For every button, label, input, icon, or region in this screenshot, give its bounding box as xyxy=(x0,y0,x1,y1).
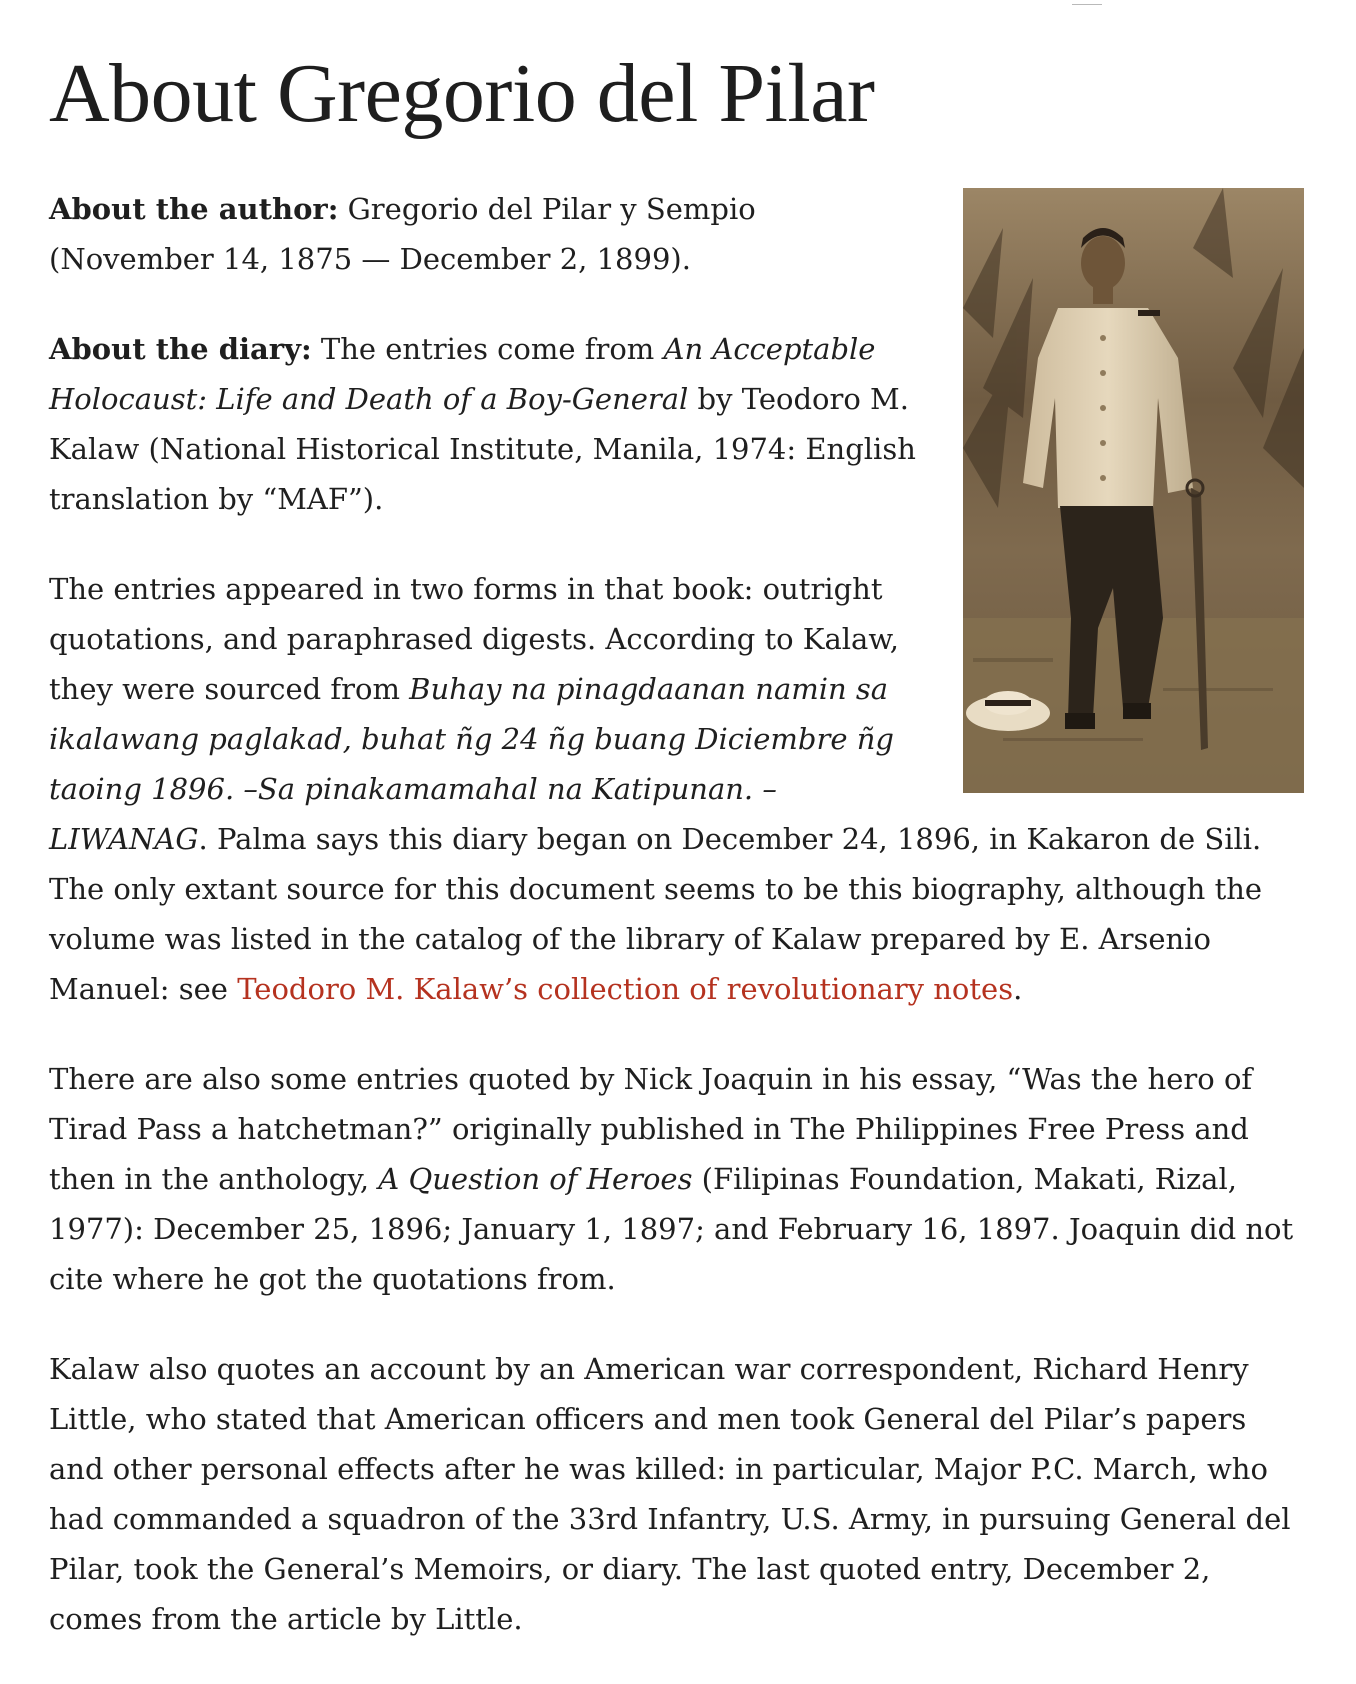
about-diary-text-2: by Teodoro M. Kalaw (National Historical Institute, Manila, 1974: English translation by “MAF”). xyxy=(49,382,916,517)
portrait-photo-icon xyxy=(963,188,1304,793)
portrait-photo xyxy=(963,188,1304,793)
joaquin-book-title: A Question of Heroes xyxy=(378,1162,693,1197)
article-body xyxy=(49,184,1304,1644)
top-edge-mark xyxy=(1072,0,1102,5)
page-title: About Gregorio del Pilar xyxy=(49,47,875,140)
about-diary-text-1: The entries come from xyxy=(311,332,664,367)
about-diary-label: About the diary: xyxy=(49,332,312,367)
about-author-label: About the author: xyxy=(49,192,339,227)
entries-forms-text-3: . xyxy=(1013,972,1023,1007)
about-diary-book-title: An Acceptable Holocaust: Life and Death of a Boy-General xyxy=(49,332,876,417)
article xyxy=(49,48,1309,1684)
joaquin-text-2: (Filipinas Foundation, Makati, Rizal, 1977): December 25, 1896; January 1, 1897; and February 16, 1897. Joaquin did not cite where he got the quotations from. xyxy=(49,1162,1294,1297)
kalaw-collection-link[interactable]: Teodoro M. Kalaw’s collection of revolutionary notes xyxy=(237,972,1014,1007)
joaquin-text-1: There are also some entries quoted by Nick Joaquin in his essay, “Was the hero of Tirad Pass a hatchetman?” originally published in The Philippines Free Press and then in the anthology, xyxy=(49,1062,1253,1197)
entries-source-title: Buhay na pinagdaanan namin sa ikalawang paglakad, buhat ñg 24 ñg buang Diciembre ñg taoing 1896. –Sa pinakamamahal na Katipunan. –LIWANAG xyxy=(49,672,894,857)
little-paragraph: Kalaw also quotes an account by an American war correspondent, Richard Henry Little, who stated that American officers and men took General del Pilar’s papers and other personal effects after he was killed: in particular, Major P.C. March, who had commanded a squadron of the 33rd Infantry, U.S. Army, in pursuing General del Pilar, took the General’s Memoirs, or diary. The last quoted entry, December 2, comes from the article by Little. xyxy=(49,1352,1291,1637)
entries-forms-text-1: The entries appeared in two forms in that book: outright quotations, and paraphrased digests. According to Kalaw, they were sourced from xyxy=(49,572,899,707)
about-author-text: Gregorio del Pilar y Sempio (November 14, 1875 — December 2, 1899). xyxy=(49,192,756,277)
entries-forms-text-2: . Palma says this diary began on December 24, 1896, in Kakaron de Sili. The only extant source for this document seems to be this biography, although the volume was listed in the catalog of the library of Kalaw prepared by E. Arsenio Manuel: see xyxy=(49,822,1263,1007)
joaquin-paragraph xyxy=(49,1054,1304,1304)
